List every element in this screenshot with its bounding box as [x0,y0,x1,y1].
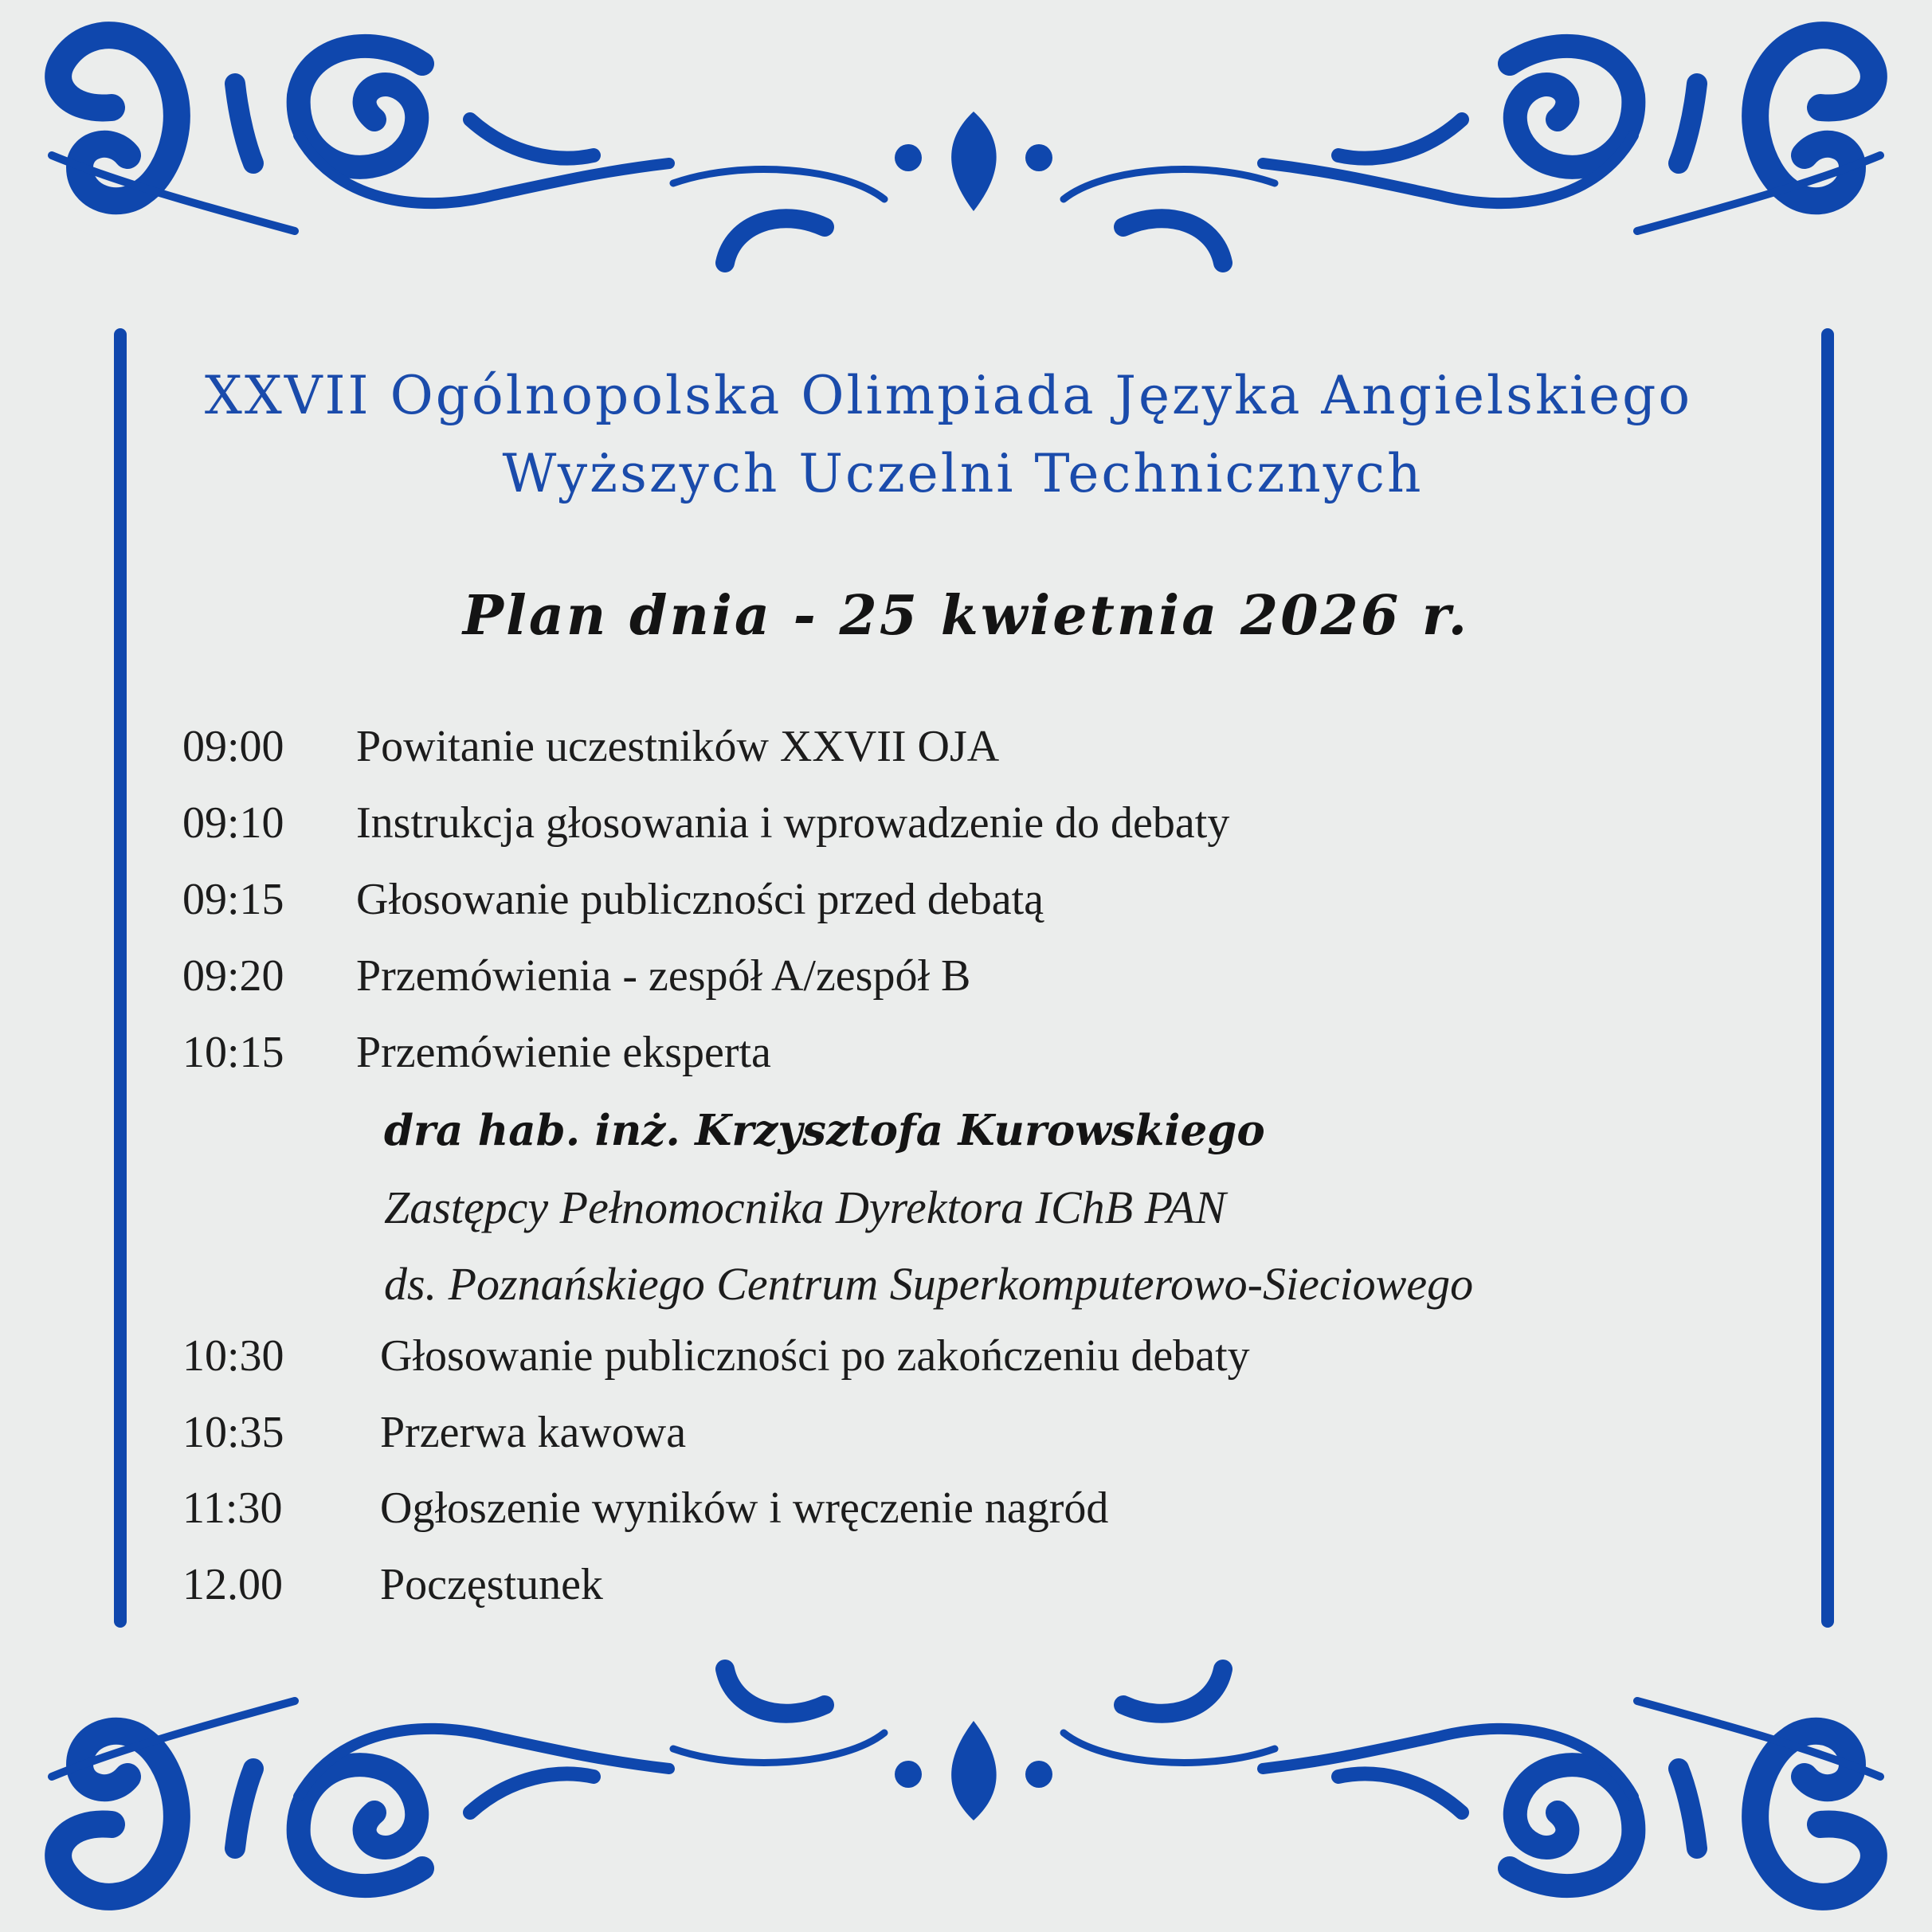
center-ornament-bottom [673,1669,1275,1820]
schedule-activity: Instrukcja głosowania i wprowadzenie do debaty [356,798,1230,848]
center-ornament-top [673,112,1275,263]
corner-ornament-top-right [1263,35,1880,231]
event-title-line-1: XXVII Ogólnopolska Olimpiada Języka Angielskiego [204,365,1693,426]
schedule-time: 10:30 [182,1331,284,1381]
schedule-activity: Ogłoszenie wyników i wręczenie nagród [380,1483,1109,1533]
expert-role-line-1: Zastępcy Pełnomocnika Dyrektora IChB PAN [384,1182,1226,1233]
schedule-time: 09:00 [182,722,284,771]
schedule-time: 12.00 [182,1560,283,1609]
schedule-activity: Przemówienie eksperta [356,1028,771,1077]
schedule-activity: Poczęstunek [380,1560,603,1609]
schedule-time: 09:20 [182,951,284,1001]
schedule-time: 09:15 [182,875,284,924]
schedule-activity: Głosowanie publiczności po zakończeniu debaty [380,1331,1250,1381]
plan-heading: Plan dnia - 25 kwietnia 2026 r. [462,584,1470,648]
schedule-activity: Powitanie uczestników XXVII OJA [356,722,1000,771]
expert-name: dra hab. inż. Krzysztofa Kurowskiego [384,1106,1265,1155]
corner-ornament-top-left [52,35,669,231]
expert-role-line-2: ds. Poznańskiego Centrum Superkomputerowo-Sieciowego [384,1258,1474,1310]
event-title-line-2: Wyższych Uczelni Technicznych [502,443,1424,504]
schedule-activity: Przemówienia - zespół A/zespół B [356,951,971,1001]
schedule-activity: Przerwa kawowa [380,1408,687,1457]
corner-ornament-bottom-right [1263,1701,1880,1897]
schedule-time: 11:30 [182,1483,283,1533]
schedule-time: 09:10 [182,798,284,848]
corner-ornament-bottom-left [52,1701,669,1897]
schedule-time: 10:35 [182,1408,284,1457]
schedule-activity: Głosowanie publiczności przed debatą [356,875,1044,924]
schedule-time: 10:15 [182,1028,284,1077]
